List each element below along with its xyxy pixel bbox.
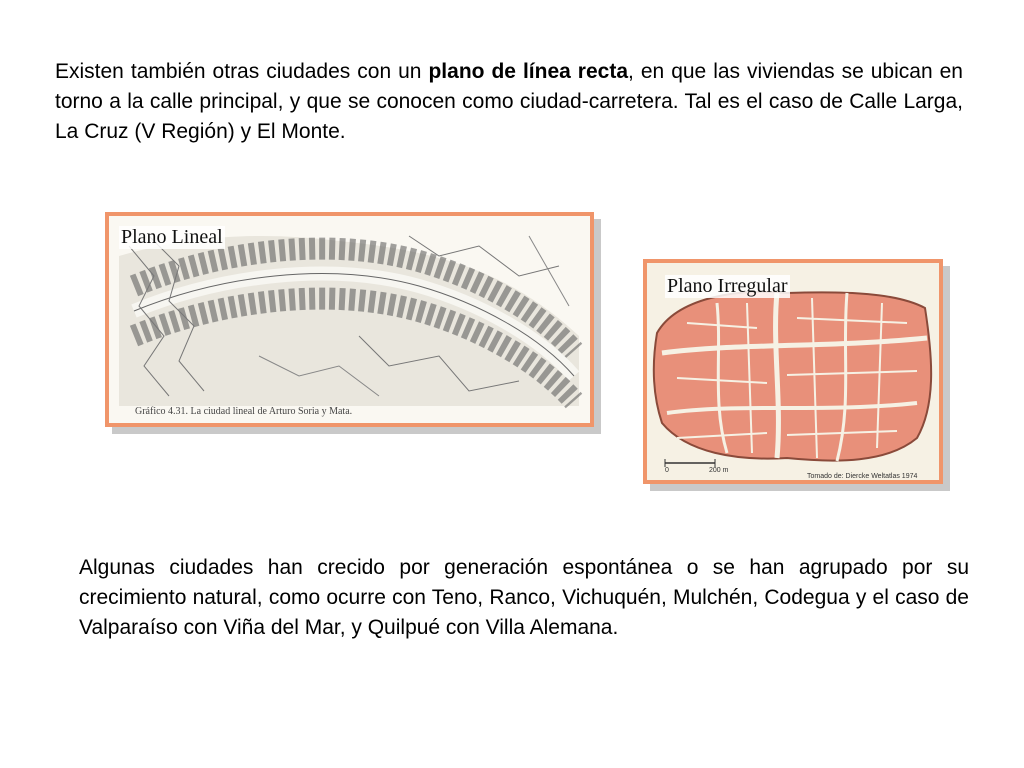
intro-paragraph [55,57,963,147]
intro-text-start: Existen también otras ciudades con un [55,60,429,83]
linear-plan-figure [105,212,594,427]
linear-plan-caption: Gráfico 4.31. La ciudad lineal de Arturo Soria y Mata. [135,406,353,417]
linear-plan-label: Plano Lineal [121,226,223,248]
intro-bold-term: plano de línea recta [428,60,629,83]
intro-text-end: , en que las viviendas se ubican en torno a la calle principal, y que se conocen como ciudad-carretera. Tal es el caso de Calle Larga, La Cruz (V Región) y El Monte. [55,60,963,143]
scale-end-label: 200 m [709,467,729,474]
map-source-label: Tomado de: Diercke Weltatlas 1974 [807,473,918,480]
scale-start-label: 0 [665,467,669,474]
irregular-plan-label: Plano Irregular [667,275,788,297]
closing-paragraph: Algunas ciudades han crecido por generación espontánea o se han agrupado por su crecimiento natural, como ocurre con Teno, Ranco, Vichuquén, Mulchén, Codegua y el caso de Valparaíso con Viña del Mar, y Quilpué con Villa Alemana. [79,556,969,639]
irregular-plan-figure [643,259,943,484]
